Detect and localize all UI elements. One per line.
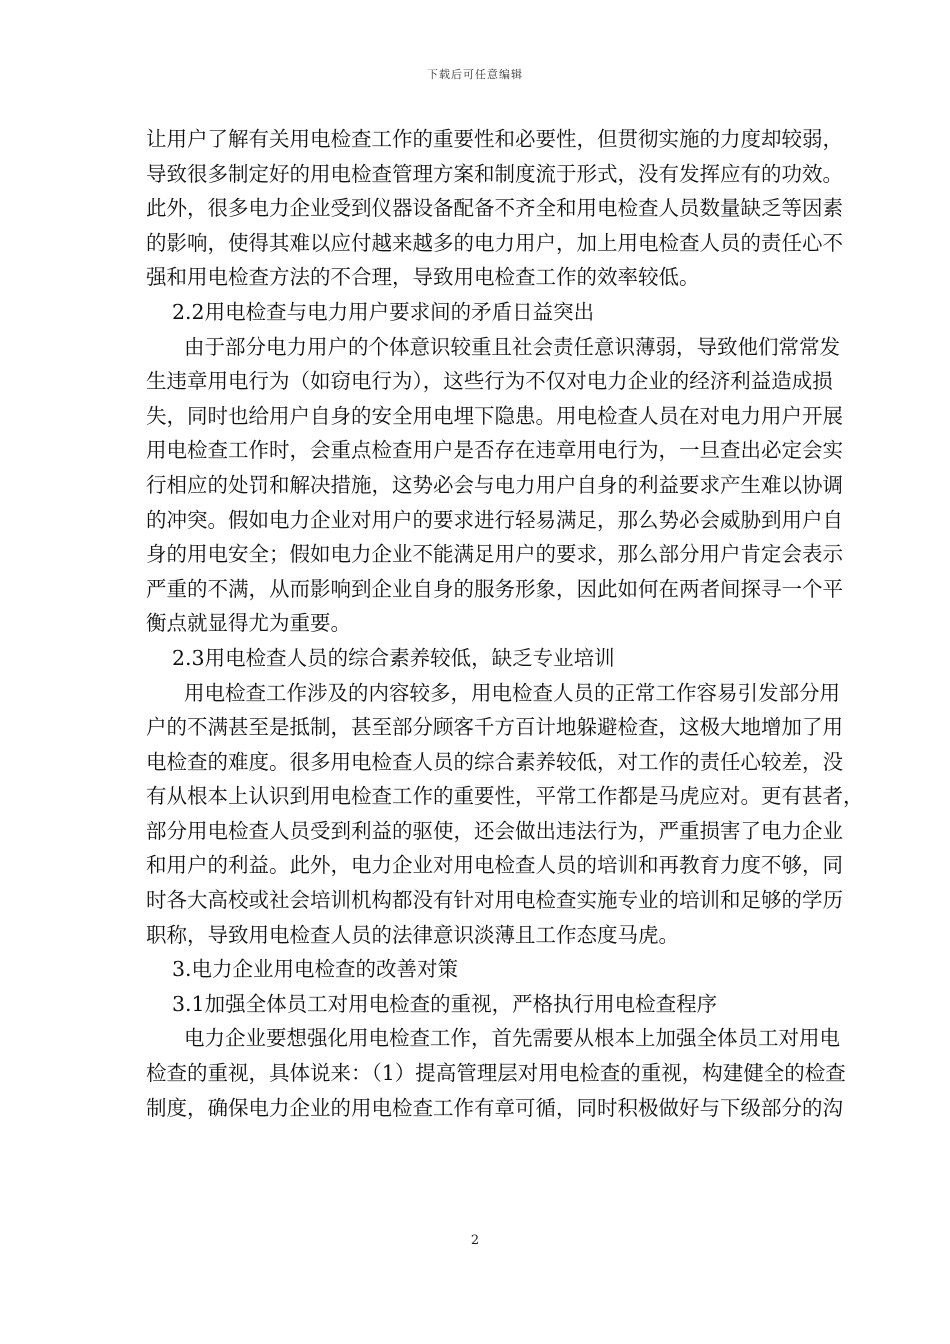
section-heading-2-2: 2.2用电检查与电力用户要求间的矛盾日益突出 xyxy=(172,299,595,324)
text-line: 身的用电安全；假如电力企业不能满足用户的要求，那么部分用户肯定会表示 xyxy=(146,542,843,567)
page-header: 下载后可任意编辑 xyxy=(427,68,523,81)
text-line: 制度，确保电力企业的用电检查工作有章可循，同时积极做好与下级部分的沟 xyxy=(146,1095,843,1120)
text-line: 时各大高校或社会培训机构都没有针对用电检查实施专业的培训和足够的学历 xyxy=(146,888,843,913)
text-line: 严重的不满，从而影响到企业自身的服务形象，因此如何在两者间探寻一个平 xyxy=(146,576,843,601)
text-line: 的冲突。假如电力企业对用户的要求进行轻易满足，那么势必会威胁到用户自 xyxy=(146,507,843,532)
text-line: 用电检查工作涉及的内容较多，用电检查人员的正常工作容易引发部分用 xyxy=(184,680,840,705)
text-line: 生违章用电行为（如窃电行为），这些行为不仅对电力企业的经济利益造成损 xyxy=(146,369,833,394)
document-body xyxy=(146,122,864,1125)
text-line: 电检查的难度。很多用电检查人员的综合素养较低，对工作的责任心较差，没 xyxy=(146,749,843,774)
page-number: 2 xyxy=(470,1233,480,1248)
text-line: 职称，导致用电检查人员的法律意识淡薄且工作态度马虎。 xyxy=(146,922,679,947)
section-heading-3-1: 3.1加强全体员工对用电检查的重视，严格执行用电检查程序 xyxy=(172,991,718,1016)
text-line: 有从根本上认识到用电检查工作的重要性，平常工作都是马虎应对。更有甚者， xyxy=(146,784,864,809)
section-heading-3: 3.电力企业用电检查的改善对策 xyxy=(172,957,459,982)
text-line: 的影响，使得其难以应付越来越多的电力用户，加上用电检查人员的责任心不 xyxy=(146,230,843,255)
text-line: 部分用电检查人员受到利益的驱使，还会做出违法行为，严重损害了电力企业 xyxy=(146,818,843,843)
text-line: 和用户的利益。此外，电力企业对用电检查人员的培训和再教育力度不够，同 xyxy=(146,853,843,878)
section-heading-2-3: 2.3用电检查人员的综合素养较低，缺乏专业培训 xyxy=(172,645,615,670)
text-line: 用电检查工作时，会重点检查用户是否存在违章用电行为，一旦查出必定会实 xyxy=(146,438,843,463)
text-line: 失，同时也给用户自身的安全用电埋下隐患。用电检查人员在对电力用户开展 xyxy=(146,403,843,428)
text-line: 由于部分电力用户的个体意识较重且社会责任意识薄弱，导致他们常常发 xyxy=(184,334,840,359)
text-line: 户的不满甚至是抵制，甚至部分顾客千方百计地躲避检查，这极大地增加了用 xyxy=(146,715,843,740)
text-line: 行相应的处罚和解决措施，这势必会与电力用户自身的利益要求产生难以协调 xyxy=(146,472,843,497)
text-line: 强和用电检查方法的不合理，导致用电检查工作的效率较低。 xyxy=(146,265,700,290)
text-line: 导致很多制定好的用电检查管理方案和制度流于形式，没有发挥应有的功效。 xyxy=(146,161,843,186)
text-line: 衡点就显得尤为重要。 xyxy=(146,611,351,636)
text-line: 让用户了解有关用电检查工作的重要性和必要性，但贯彻实施的力度却较弱， xyxy=(146,127,843,151)
text-line: 检查的重视，具体说来：（1）提高管理层对用电检查的重视，构建健全的检查 xyxy=(146,1061,846,1086)
text-line: 电力企业要想强化用电检查工作，首先需要从根本上加强全体员工对用电 xyxy=(184,1026,840,1051)
text-line: 此外，很多电力企业受到仪器设备配备不齐全和用电检查人员数量缺乏等因素 xyxy=(146,196,843,221)
